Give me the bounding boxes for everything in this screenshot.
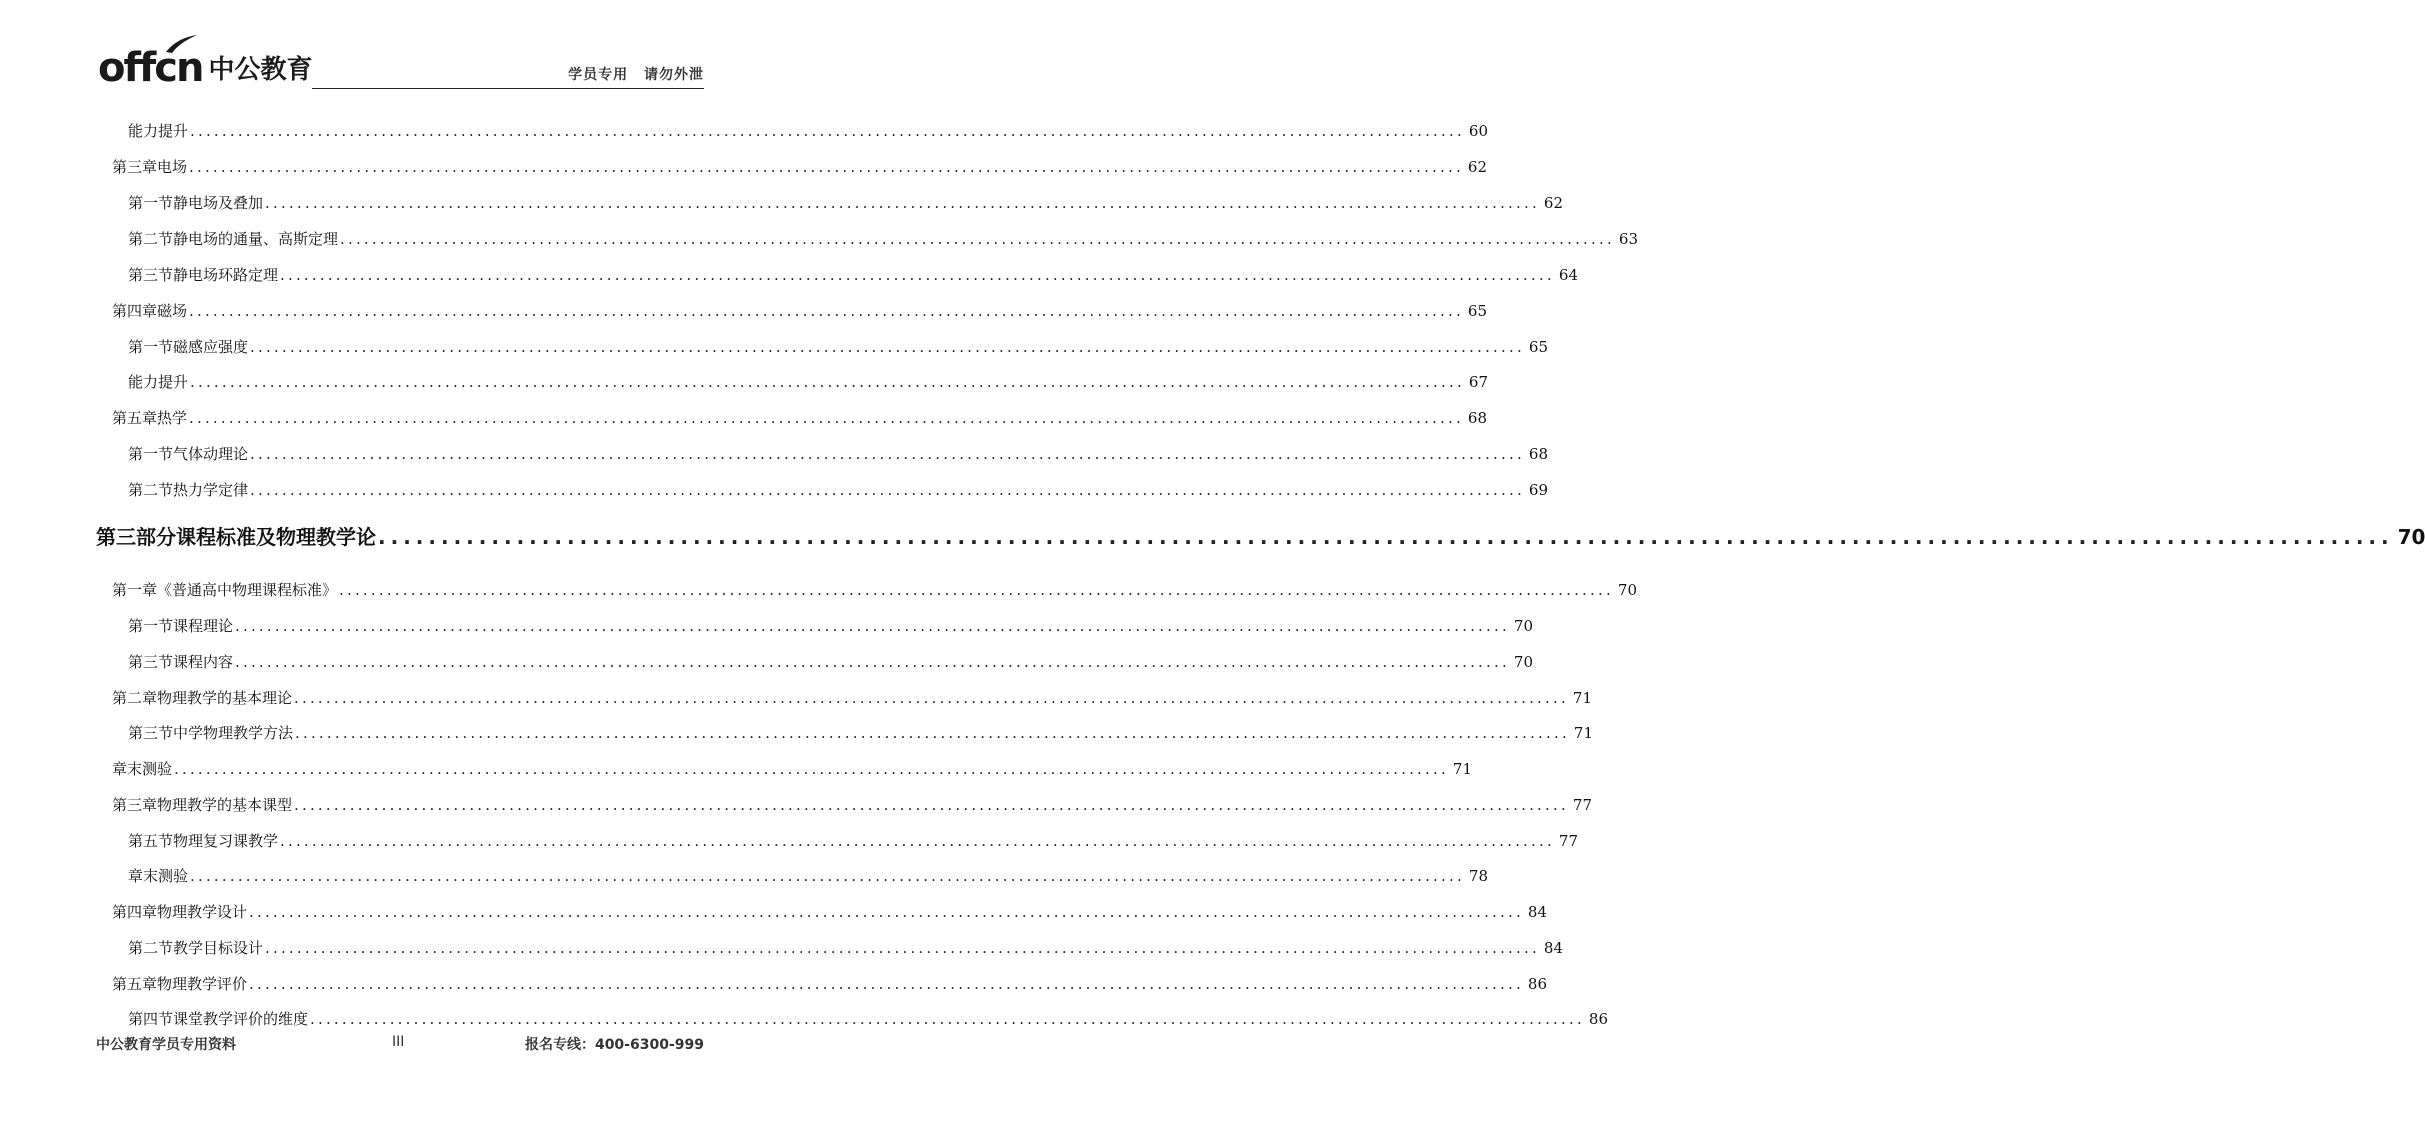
footer-left-text: 中公教育学员专用资料 [96,1037,236,1053]
toc-entry-title: 能力提升 [128,122,189,140]
toc-entry [112,688,1593,708]
page-header [98,38,704,93]
toc-entry-subtitle: 静电场及叠加 [173,194,264,212]
toc-leader-dots: ................................................................................................................................................................ [189,158,1464,176]
toc-leader-dots: ................................................................................................................................................................ [174,760,1449,778]
toc-page-number: 78 [1468,867,1488,885]
toc-entry [128,229,1639,249]
logo-swoosh-icon [164,34,198,54]
toc-page-number: 64 [1558,266,1579,284]
toc-entry-title: 第三节 [128,653,174,671]
toc-entry-title: 章末测验 [112,760,173,778]
toc-entry-title: 第一章 [112,581,158,599]
toc-page-number: 77 [1558,832,1579,850]
page-number: III [392,1034,405,1050]
toc-page-number: 71 [1573,724,1594,742]
toc-page-number: 86 [1588,1010,1609,1028]
toc-entry [112,974,1548,994]
toc-page-number: 70 [1513,617,1534,635]
toc-leader-dots: ................................................................................................................................................................ [265,939,1540,957]
toc-leader-dots: ................................................................................................................................................................ [189,409,1464,427]
toc-leader-dots: ................................................................................................................................................................ [265,194,1540,212]
toc-entry-title: 章末测验 [128,867,189,885]
toc-entry-title: 能力提升 [128,373,189,391]
offcn-logo [98,40,313,90]
toc-entry-title: 第四章 [112,302,158,320]
toc-entry-subtitle: 教学目标设计 [173,939,264,957]
toc-entry [128,337,1549,357]
footer-hotline: 报名专线：400-6300-999 [524,1037,704,1053]
toc-entry [128,831,1579,851]
toc-entry-title: 第二章 [112,689,158,707]
toc-entry-subtitle: 课程标准及物理教学论 [176,525,376,549]
toc-entry-subtitle: 课程内容 [173,653,234,671]
toc-entry [112,902,1548,922]
toc-page-number: 68 [1467,409,1488,427]
toc-entry-title: 第三章 [112,158,158,176]
toc-entry-title: 第二节 [128,230,174,248]
toc-entry-title: 第三节 [128,724,174,742]
toc-entry-subtitle: 物理教学的基本理论 [157,689,293,707]
toc-leader-dots: ................................................................................................................................................................ [249,903,1524,921]
toc-leader-dots: ................................................................................................................................................................ [250,481,1525,499]
toc-entry-subtitle: 物理复习课教学 [173,832,279,850]
toc-leader-dots: ................................................................................................................................................................ [190,867,1465,885]
toc-entry-subtitle: 物理教学评价 [157,975,248,993]
toc-leader-dots: ................................................................................................................................................................ [235,653,1510,671]
toc-page-number: 67 [1468,373,1488,391]
toc-entry-subtitle: 气体动理论 [173,445,249,463]
toc-leader-dots: ................................................................................................................................................................ [280,266,1555,284]
toc-entry-title: 第三章 [112,796,158,814]
toc-leader-dots: ................................................................................................................................................................ [310,1010,1585,1028]
toc-entry-subtitle: 《普通高中物理课程标准》 [157,581,338,599]
header-rule [312,88,704,89]
toc-entry [112,795,1593,815]
toc-entry [128,723,1594,743]
toc-page-number: 60 [1468,122,1488,140]
toc-entry-title: 第三部分 [96,525,176,549]
toc-entry-subtitle: 物理教学的基本课型 [157,796,293,814]
toc-entry [128,444,1549,464]
toc-page-number: 86 [1527,975,1548,993]
toc-page-number: 65 [1528,338,1549,356]
toc-leader-dots: ................................................................................................................................................................ [249,975,1524,993]
toc-leader-dots: ................................................................................................................................................................ [339,581,1614,599]
toc-leader-dots: ................................................................................................................................................................ [378,525,2394,549]
toc-entry [112,408,1488,428]
toc-entry-title: 第一节 [128,194,174,212]
toc-page-number: 71 [1452,760,1472,778]
toc-entry-subtitle: 磁场 [157,302,188,320]
toc-entry [128,193,1564,213]
toc-leader-dots: ................................................................................................................................................................ [235,617,1510,635]
toc-entry-title: 第五章 [112,409,158,427]
toc-entry-subtitle: 课堂教学评价的维度 [173,1010,309,1028]
toc-leader-dots: ................................................................................................................................................................ [294,796,1569,814]
toc-page-number: 63 [1618,230,1639,248]
toc-entry [112,301,1488,321]
toc-entry-subtitle: 热学 [157,409,188,427]
toc-page-number: 77 [1572,796,1593,814]
toc-entry [112,759,1472,779]
toc-entry-title: 第四节 [128,1010,174,1028]
toc-entry [112,157,1488,177]
toc-entry-subtitle: 静电场环路定理 [173,266,279,284]
toc-page-number: 62 [1467,158,1488,176]
toc-leader-dots: ................................................................................................................................................................ [190,122,1465,140]
toc-leader-dots: ................................................................................................................................................................ [190,373,1465,391]
toc-entry-subtitle: 中学物理教学方法 [173,724,294,742]
toc-leader-dots: ................................................................................................................................................................ [294,689,1569,707]
toc-entry-subtitle: 电场 [157,158,188,176]
toc-entry [128,1009,1609,1029]
toc-leader-dots: ................................................................................................................................................................ [280,832,1555,850]
toc-leader-dots: ................................................................................................................................................................ [340,230,1615,248]
toc-page-number: 62 [1543,194,1564,212]
toc-entry-title: 第二节 [128,481,174,499]
toc-entry [128,616,1534,636]
logo-chinese-name: 中公教育 [208,55,313,85]
toc-entry-subtitle: 热力学定律 [173,481,249,499]
toc-entry-title: 第一节 [128,445,174,463]
page-footer [96,1034,704,1056]
toc-entry [128,265,1579,285]
toc-entry [128,652,1534,672]
toc-entry-title: 第一节 [128,338,174,356]
toc-page-number: 70 [1617,581,1638,599]
toc-entry [128,938,1564,958]
toc-page-number: 84 [1527,903,1548,921]
toc-entry-subtitle: 课程理论 [173,617,234,635]
toc-entry [128,480,1549,500]
toc-entry [128,866,1488,886]
toc-leader-dots: ................................................................................................................................................................ [250,445,1525,463]
toc-leader-dots: ................................................................................................................................................................ [250,338,1525,356]
toc-page-number: 71 [1572,689,1593,707]
logo-wordmark: offcn [98,45,203,91]
toc-entry-title: 第一节 [128,617,174,635]
toc-entry-title: 第五节 [128,832,174,850]
toc-page-number: 70 [1513,653,1534,671]
toc-entry-title: 第二节 [128,939,174,957]
toc-entry [112,580,1638,600]
toc-page-number: 69 [1528,481,1549,499]
toc-entry-subtitle: 磁感应强度 [173,338,249,356]
toc-page-number: 68 [1528,445,1549,463]
toc-leader-dots: ................................................................................................................................................................ [295,724,1570,742]
toc-page-number: 84 [1543,939,1564,957]
toc-entry-title: 第三节 [128,266,174,284]
toc-leader-dots: ................................................................................................................................................................ [189,302,1464,320]
toc-part-entry [96,524,2425,550]
toc-entry-title: 第五章 [112,975,158,993]
toc-entry-subtitle: 静电场的通量、高斯定理 [173,230,339,248]
toc-entry [128,372,1488,392]
toc-page-number: 70 [2397,525,2425,549]
toc-entry-title: 第四章 [112,903,158,921]
toc-entry-subtitle: 物理教学设计 [157,903,248,921]
header-tagline: 学员专用 请勿外泄 [568,67,704,83]
toc-entry [128,121,1488,141]
toc-page-number: 65 [1467,302,1488,320]
